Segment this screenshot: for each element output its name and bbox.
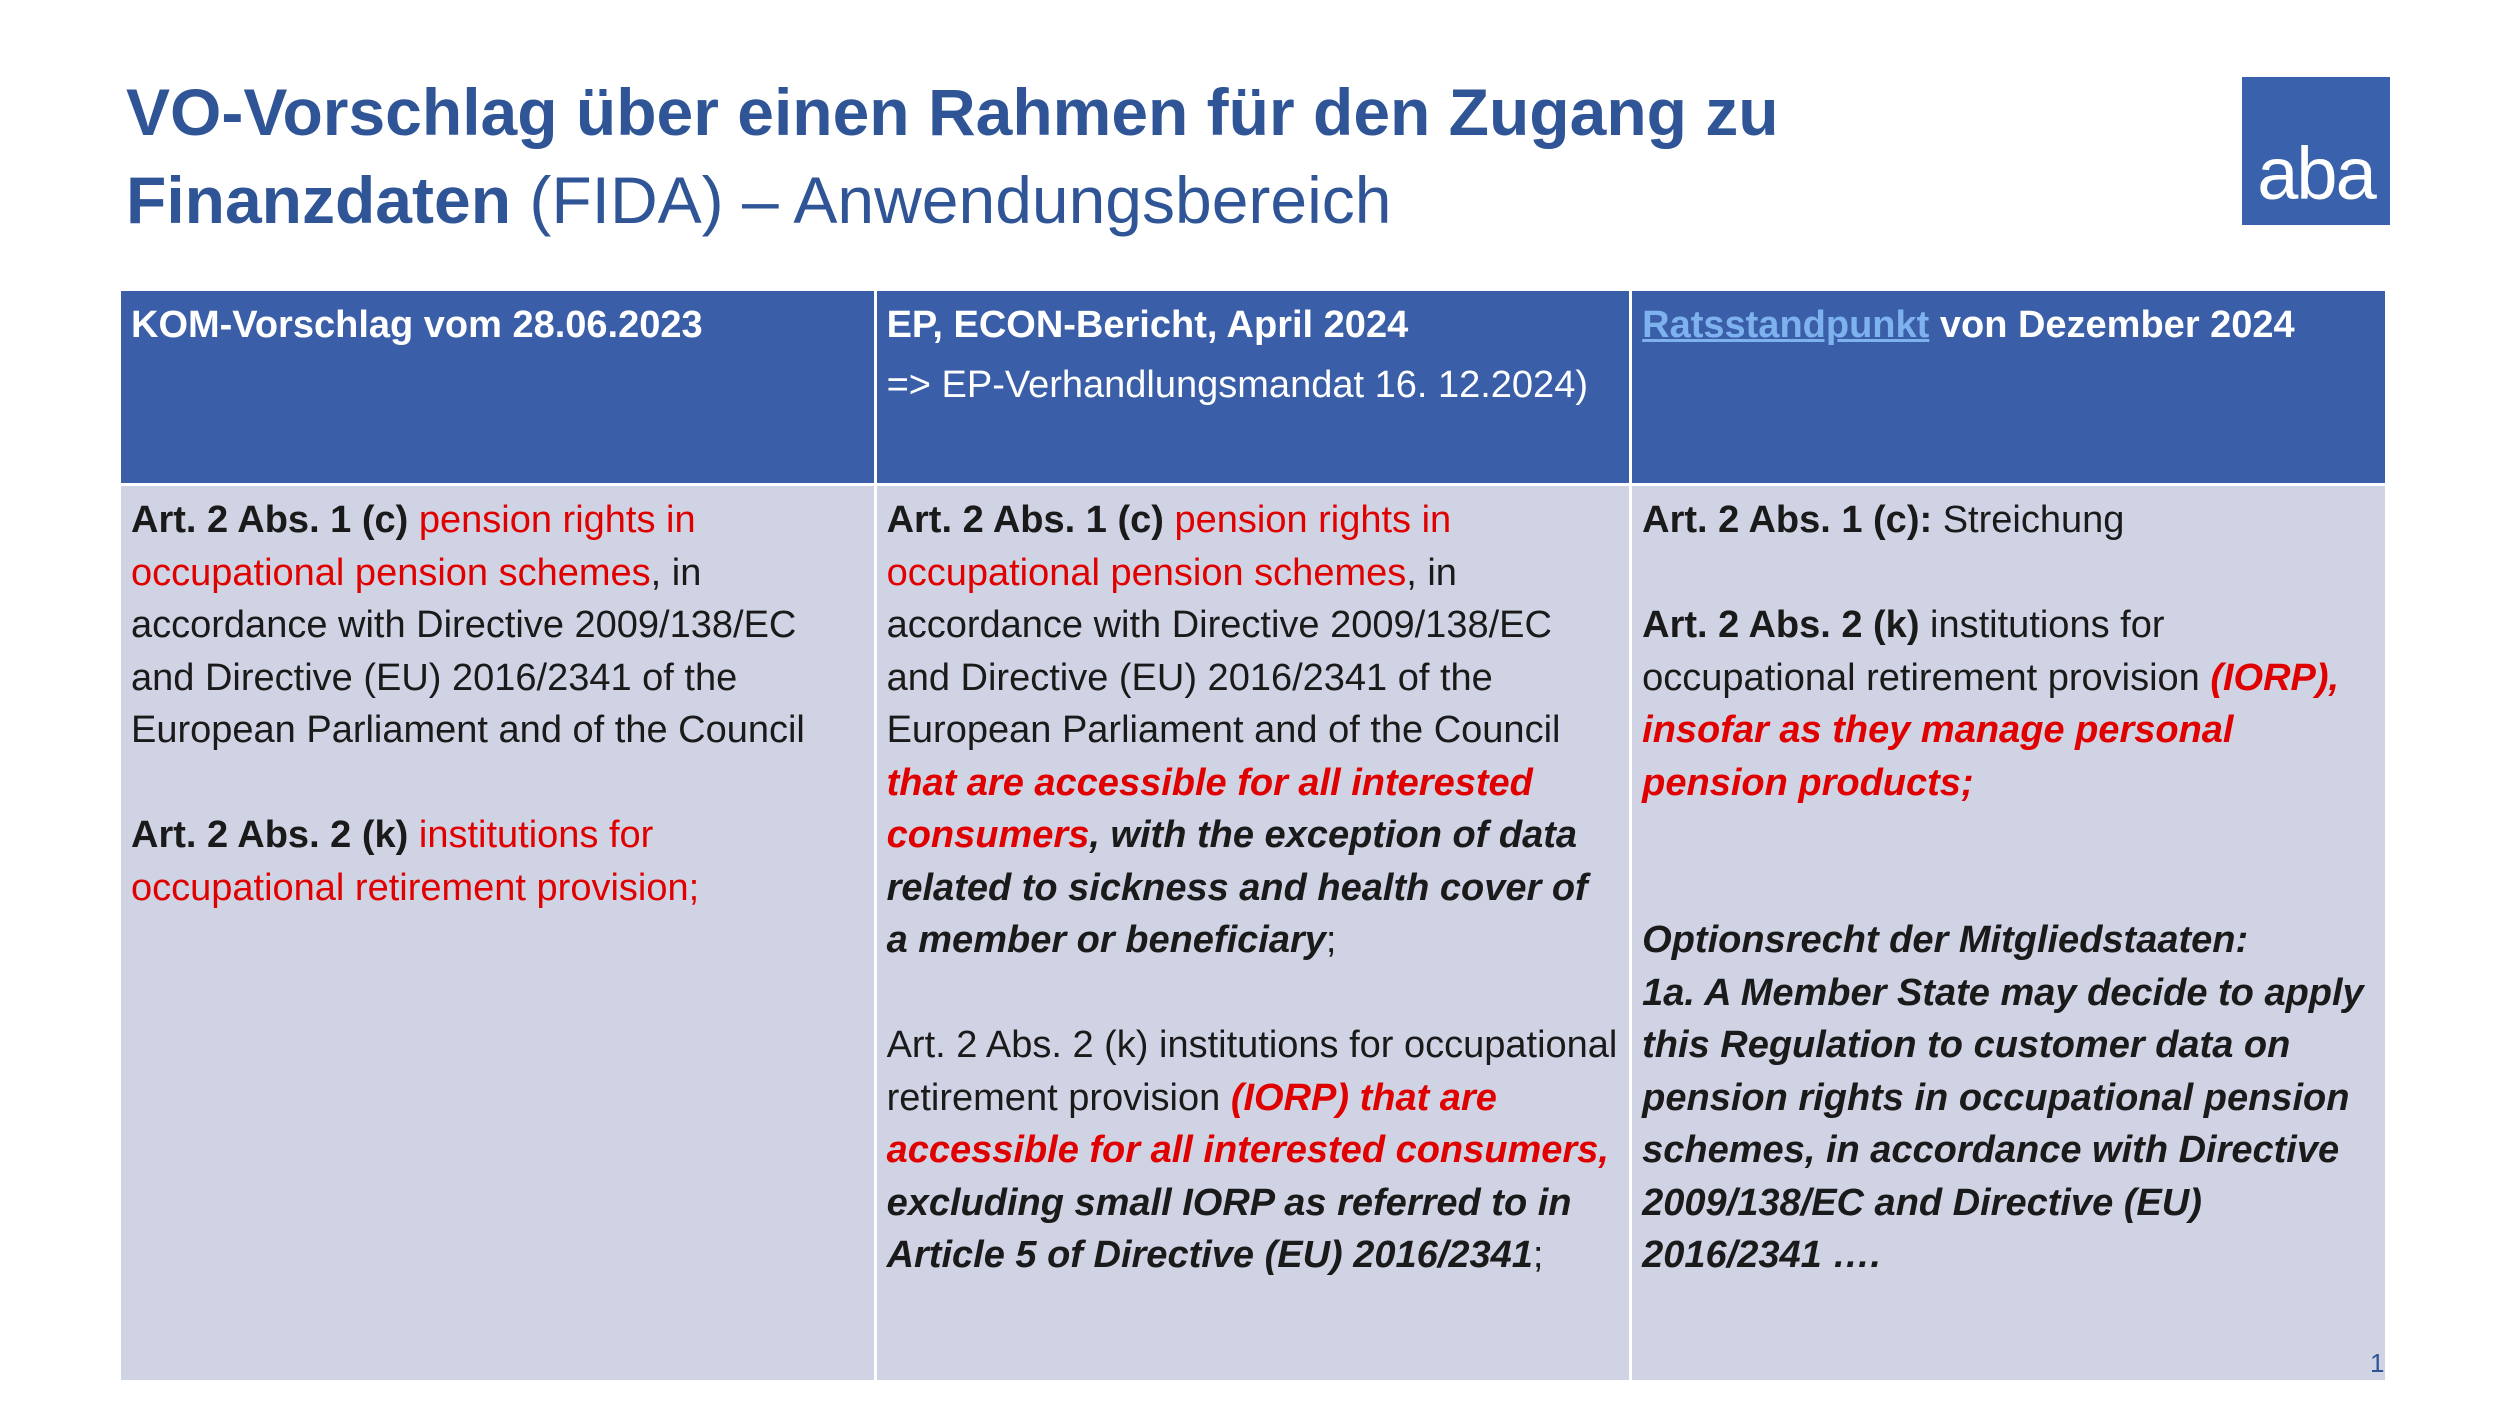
cell-kom bbox=[120, 485, 876, 1382]
kom-art1-label: Art. 2 Abs. 1 (c) bbox=[131, 499, 419, 541]
header-kom-text: KOM-Vorschlag vom 28.06.2023 bbox=[131, 304, 703, 346]
rat-option-text: 1a. A Member State may decide to apply this Regulation to customer data on pension rights in occupational pension schemes, in accordance with Directive 2009/138/EC and Directive (EU) 2016/2341 …. bbox=[1642, 971, 2364, 1276]
ep-art1-end: ; bbox=[1325, 919, 1337, 961]
title-line2-bold: Finanzdaten bbox=[126, 163, 512, 237]
ep-art2-end: ; bbox=[1532, 1234, 1544, 1276]
header-ep bbox=[875, 290, 1631, 485]
rat-option-heading: Optionsrecht der Mitgliedstaaten: bbox=[1642, 919, 2249, 961]
ep-art2-red-emph: (IORP) that are accessible for all interested consumers, bbox=[886, 1076, 1609, 1171]
header-kom bbox=[120, 290, 876, 485]
table-body-row bbox=[120, 485, 2387, 1382]
rat-art1-label: Art. 2 Abs. 1 (c): bbox=[1642, 499, 1933, 541]
comparison-table bbox=[118, 288, 2388, 1383]
title-line1: VO-Vorschlag über einen Rahmen für den Zugang zu bbox=[126, 75, 1779, 149]
aba-logo bbox=[2242, 77, 2390, 225]
kom-art2-red: institutions for occupational retirement provision; bbox=[131, 814, 700, 909]
title-line2-normal: (FIDA) – Anwendungsbereich bbox=[511, 163, 1392, 237]
rat-art2-label: Art. 2 Abs. 2 (k) bbox=[1642, 604, 1920, 646]
ep-art1-red: pension rights in occupational pension schemes bbox=[886, 499, 1452, 594]
ep-art1-red-emph: that are accessible for all interested consumers bbox=[886, 761, 1533, 856]
rat-art2-text: institutions for occupational retirement provision bbox=[1642, 604, 2211, 699]
cell-rat bbox=[1631, 485, 2387, 1382]
logo-text: aba bbox=[2257, 132, 2375, 215]
slide-title bbox=[126, 68, 2126, 244]
table-header-row bbox=[120, 290, 2387, 485]
rat-art1-text: Streichung bbox=[1932, 499, 2125, 541]
ep-art1-text: , in accordance with Directive 2009/138/EC and Directive (EU) 2016/2341 of the European Parliament and of the Council bbox=[886, 551, 1561, 751]
page-number: 1 bbox=[2370, 1348, 2385, 1378]
ep-art1-label: Art. 2 Abs. 1 (c) bbox=[886, 499, 1175, 541]
cell-ep bbox=[875, 485, 1631, 1382]
ep-art2-emph: excluding small IORP as referred to in Article 5 of Directive (EU) 2016/2341 bbox=[886, 1181, 1572, 1276]
header-ep-line1: EP, ECON-Bericht, April 2024 bbox=[886, 304, 1409, 346]
header-rat bbox=[1631, 290, 2387, 485]
ep-art2-text: Art. 2 Abs. 2 (k) institutions for occupational retirement provision bbox=[886, 1024, 1618, 1119]
ep-art1-emph: , with the exception of data related to sickness and health cover of a member or beneficiary bbox=[886, 814, 1588, 961]
kom-art1-red: pension rights in occupational pension schemes bbox=[131, 499, 696, 594]
header-rat-rest: von Dezember 2024 bbox=[1929, 304, 2295, 346]
kom-art1-text: , in accordance with Directive 2009/138/EC and Directive (EU) 2016/2341 of the European Parliament and of the Council bbox=[131, 551, 805, 751]
header-ep-line2: => EP-Verhandlungsmandat 16. 12.2024) bbox=[886, 364, 1588, 406]
kom-art2-label: Art. 2 Abs. 2 (k) bbox=[131, 814, 419, 856]
ratsstandpunkt-link[interactable]: Ratsstandpunkt bbox=[1642, 304, 1930, 346]
rat-art2-red-emph: (IORP), insofar as they manage personal pension products; bbox=[1642, 656, 2340, 804]
